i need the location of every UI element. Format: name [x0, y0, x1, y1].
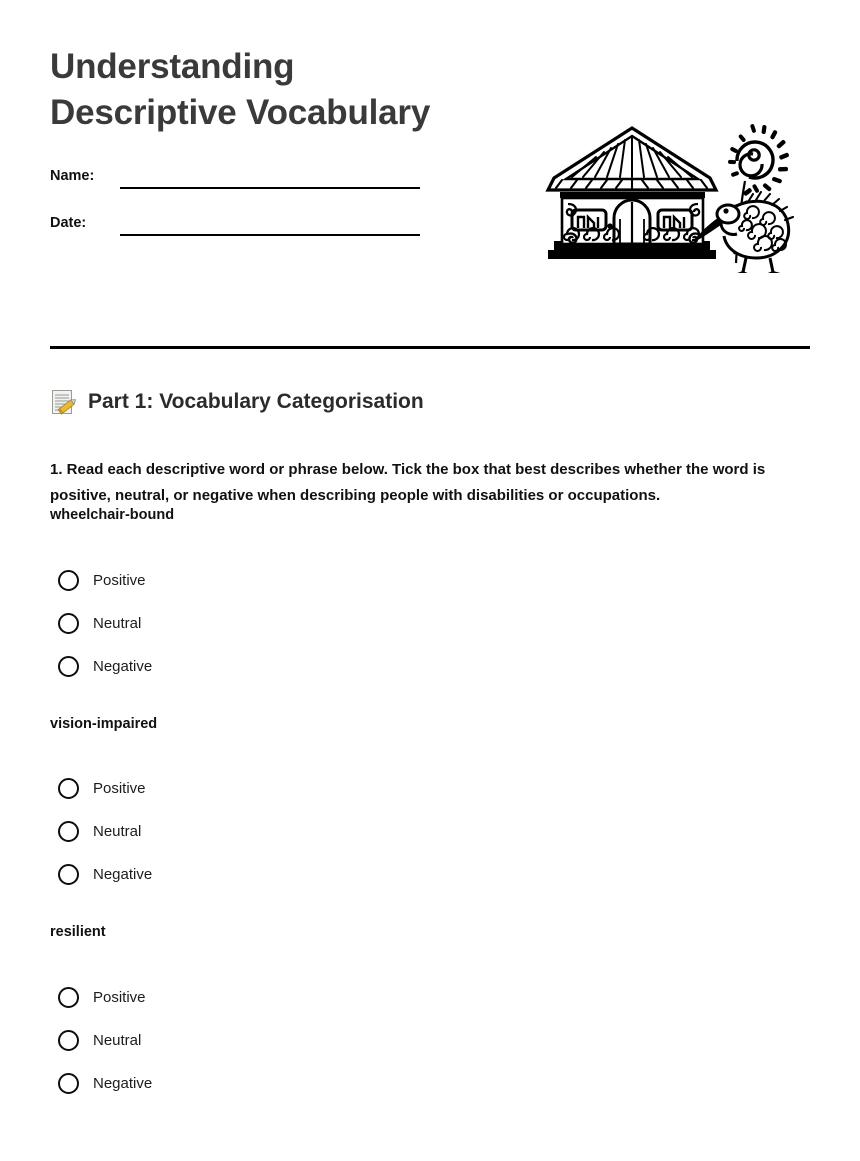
question-list: [0, 508, 860, 1105]
question-block: [0, 925, 860, 1105]
wharenui-meeting-house: [548, 128, 716, 259]
name-field-row: [50, 162, 430, 209]
radio-neutral-icon[interactable]: [58, 1030, 79, 1051]
date-field-label: Date:: [50, 215, 87, 231]
option-group: [58, 976, 860, 1105]
radio-negative-icon[interactable]: [58, 656, 79, 677]
option-group: [58, 559, 860, 688]
radio-neutral-icon[interactable]: [58, 613, 79, 634]
date-input-line[interactable]: [120, 234, 420, 236]
option-row[interactable]: [58, 853, 860, 896]
option-label: Negative: [93, 866, 153, 883]
option-row[interactable]: [58, 602, 860, 645]
option-row[interactable]: [58, 810, 860, 853]
option-label: Neutral: [93, 614, 142, 632]
section-divider: [50, 346, 810, 349]
section-heading-text: Part 1: Vocabulary Categorisation: [88, 390, 424, 413]
radio-positive-icon[interactable]: [58, 778, 79, 799]
page-title-line-2: Descriptive Vocabulary: [50, 93, 431, 133]
option-label: Neutral: [93, 1031, 142, 1049]
radio-negative-icon[interactable]: [58, 1073, 79, 1094]
option-row[interactable]: [58, 976, 860, 1019]
option-row[interactable]: [58, 1019, 860, 1062]
kiwi-bird: [696, 192, 793, 273]
section-heading: [50, 388, 424, 416]
instruction-text: 1. Read each descriptive word or phrase below. Tick the box that best describes whether the word is positive, neutral, or negative when describing people with disabilities or occupations.: [50, 461, 766, 504]
option-label: Positive: [93, 571, 146, 589]
radio-positive-icon[interactable]: [58, 570, 79, 591]
page-title: [50, 44, 520, 136]
student-info-fields: [50, 162, 430, 256]
vocabulary-term: wheelchair-bound: [50, 507, 175, 523]
memo-icon: [50, 388, 78, 416]
option-label: Positive: [93, 780, 146, 797]
option-row[interactable]: [58, 645, 860, 688]
maori-wharenui-kiwi-koru-illustration: [540, 78, 815, 273]
option-row[interactable]: [58, 767, 860, 810]
option-row[interactable]: [58, 559, 860, 602]
question-block: [0, 508, 860, 688]
page-title-line-1: Understanding: [50, 47, 295, 86]
radio-positive-icon[interactable]: [58, 987, 79, 1008]
option-group: [58, 767, 860, 896]
name-input-line[interactable]: [120, 187, 420, 189]
option-row[interactable]: [58, 1062, 860, 1105]
option-label: Negative: [93, 1074, 153, 1092]
radio-negative-icon[interactable]: [58, 864, 79, 885]
name-field-label: Name:: [50, 168, 95, 184]
vocabulary-term: resilient: [50, 924, 106, 940]
option-label: Neutral: [93, 823, 142, 840]
date-field-row: [50, 209, 430, 256]
option-label: Positive: [93, 988, 146, 1006]
radio-neutral-icon[interactable]: [58, 821, 79, 842]
option-label: Negative: [93, 657, 153, 675]
question-block: [0, 717, 860, 897]
vocabulary-term: vision-impaired: [50, 715, 158, 732]
